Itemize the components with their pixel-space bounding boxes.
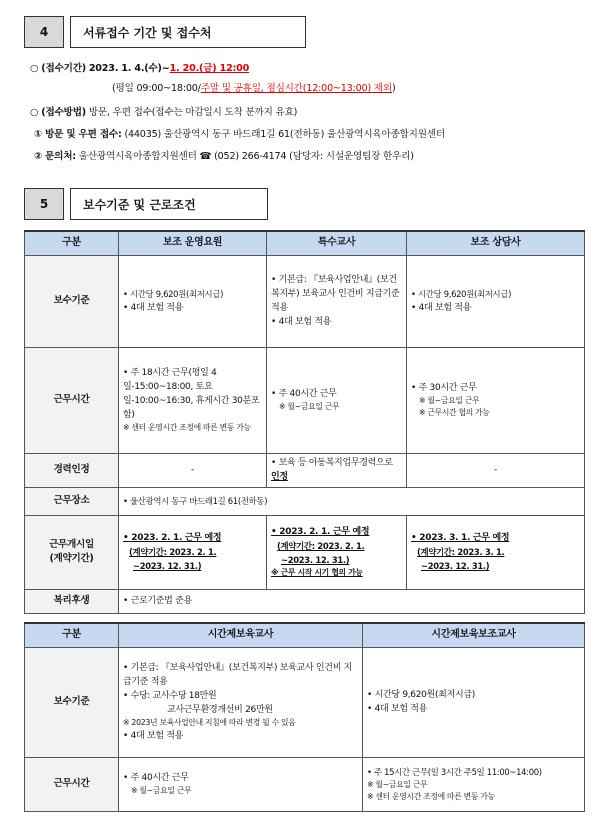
pay-item: • 4대 보험 적용 (123, 303, 184, 313)
row-label: 복리후생 (25, 589, 119, 613)
cell-start-counselor (407, 515, 585, 589)
period-note-red: 주말 및 공휴일, 점심시간(12:00~13:00) 제외 (200, 83, 392, 94)
hours-item: • 주 15시간 근무(일 3시간 주5일 11:00~14:00) (367, 767, 542, 777)
row-label-line: 근무개시일 (49, 539, 94, 550)
hours-note: ※ 센터 운영시간 조정에 따른 변동 가능 (123, 423, 251, 432)
period-value: 2023. 1. 4.(수)~ (88, 63, 170, 74)
cell-career-special (267, 453, 407, 487)
cell-start-special (267, 515, 407, 589)
pay-item: • 시간당 9,620원(최저시급) (123, 289, 224, 299)
method-line (30, 104, 297, 118)
start-note: ※ 근무 시작 시기 협의 가능 (271, 568, 363, 577)
row-label: 경력인정 (25, 453, 119, 487)
cell-pay-counselor (407, 255, 585, 347)
hours-item: • 주 18시간 근무(평일 4일-15:00~18:00, 토요일-10:00~16:30, 휴게시간 30분포함) (123, 368, 260, 420)
career-emphasis: 인정 (271, 472, 288, 482)
section-title: 서류접수 기간 및 접수처 (70, 16, 306, 48)
row-label: 보수기준 (25, 647, 119, 757)
header-category: 구분 (25, 231, 119, 255)
cell-hours-special (267, 347, 407, 453)
cell-hours-assistant (363, 757, 585, 811)
contact-line (34, 148, 414, 162)
hours-item: • 주 40시간 근무 (123, 773, 189, 783)
section-number: 5 (24, 188, 64, 220)
pay-item: • 수당: 교사수당 18만원 (123, 691, 217, 701)
table-row-pay (25, 647, 585, 757)
table-row-career (25, 453, 585, 487)
hours-note: ※ 월~금요일 근무 (419, 396, 480, 405)
hours-item: • 주 30시간 근무 (411, 383, 477, 393)
method-label: ○ (접수방법) (30, 107, 86, 118)
career-text: • 보육 등 아동복지업무경력으로 (271, 458, 393, 468)
pay-item: • 4대 보험 적용 (411, 303, 472, 313)
period-note-line (112, 80, 396, 94)
period-line (30, 60, 249, 74)
start-sub: (계약기간: 2023. 3. 1. (417, 547, 505, 557)
method-value: 방문, 우편 접수(접수는 마감일시 도착 분까지 유효) (88, 107, 298, 118)
pay-note: ※ 2023년 보육사업안내 지침에 따라 변경 될 수 있음 (123, 718, 296, 727)
row-label: 근무시간 (25, 347, 119, 453)
pay-item: • 기본급: 『보육사업안내』(보건복지부) 보육교사 인건비 지급기준 적용 (123, 663, 353, 687)
row-label: 근무장소 (25, 487, 119, 515)
hours-note: ※ 월~금요일 근무 (279, 402, 340, 411)
cell-career-assistant: - (119, 453, 267, 487)
cell-pay-assistant (119, 255, 267, 347)
cell-start-assistant (119, 515, 267, 589)
cell-pay-assistant (363, 647, 585, 757)
cell-hours-counselor (407, 347, 585, 453)
hours-note: ※ 월~금요일 근무 (131, 786, 192, 795)
row-label: 보수기준 (25, 255, 119, 347)
cell-career-counselor: - (407, 453, 585, 487)
section-5-header (24, 188, 268, 220)
cell-hours-assistant (119, 347, 267, 453)
start-sub: ~2023. 12. 31.) (421, 561, 490, 571)
period-note-suffix: ) (391, 83, 396, 94)
cell-place: • 울산광역시 동구 바드래1길 61(전하동) (119, 487, 585, 515)
contact-value: 울산광역시육아종합지원센터 ☎ (052) 266-4174 (담당자: 시설운영팀장 한우리) (78, 151, 414, 162)
period-note-prefix: (평일 09:00~18:00/ (112, 83, 201, 94)
hours-item: • 주 40시간 근무 (271, 389, 337, 399)
start-main: • 2023. 2. 1. 근무 예정 (271, 527, 370, 537)
row-label: 근무시간 (25, 757, 119, 811)
period-label: ○ (접수기간) (30, 63, 86, 74)
table-row-pay (25, 255, 585, 347)
conditions-table (24, 230, 585, 614)
table-row-welfare (25, 589, 585, 613)
row-label (25, 515, 119, 589)
pay-item: • 4대 보험 적용 (271, 317, 332, 327)
start-main: • 2023. 2. 1. 근무 예정 (123, 533, 222, 543)
address-label: ① 방문 및 우편 접수: (34, 129, 122, 140)
hours-note: ※ 월~금요일 근무 (367, 780, 428, 789)
table-row-hours (25, 757, 585, 811)
section-number: 4 (24, 16, 64, 48)
section-4-header (24, 16, 306, 48)
pay-item: • 4대 보험 적용 (123, 731, 184, 741)
table-row-hours (25, 347, 585, 453)
start-sub: ~2023. 12. 31.) (281, 555, 350, 565)
header-special-teacher: 특수교사 (267, 231, 407, 255)
table-row-start (25, 515, 585, 589)
hours-note: ※ 센터 운영시간 조정에 따른 변동 가능 (367, 792, 495, 801)
section-title: 보수기준 및 근로조건 (70, 188, 268, 220)
cell-pay-teacher (119, 647, 363, 757)
header-category: 구분 (25, 623, 119, 647)
period-deadline: 1. 20.(금) 12:00 (169, 63, 250, 74)
table-header-row (25, 623, 585, 647)
row-label-line: (계약기간) (49, 553, 94, 564)
pay-item: • 시간당 9,620원(최저시급) (411, 289, 512, 299)
pay-item: • 기본급: 『보육사업안내』(보건복지부) 보육교사 인건비 지급기준 적용 (271, 275, 400, 313)
start-main: • 2023. 3. 1. 근무 예정 (411, 533, 510, 543)
cell-welfare: • 근로기준법 준용 (119, 589, 585, 613)
pay-item: • 시간당 9,620원(최저시급) (367, 690, 475, 700)
start-sub: (계약기간: 2023. 2. 1. (277, 541, 365, 551)
header-part-time-assistant: 시간제보육보조교사 (363, 623, 585, 647)
header-assistant: 보조 운영요원 (119, 231, 267, 255)
cell-hours-teacher (119, 757, 363, 811)
header-part-time-teacher: 시간제보육교사 (119, 623, 363, 647)
start-sub: ~2023. 12. 31.) (133, 561, 202, 571)
pay-item: • 4대 보험 적용 (367, 704, 428, 714)
address-value: (44035) 울산광역시 동구 바드래1길 61(전하동) 울산광역시육아종합지원센터 (124, 129, 445, 140)
pay-item: 교사근무환경개선비 26만원 (167, 705, 273, 715)
start-sub: (계약기간: 2023. 2. 1. (129, 547, 217, 557)
table-header-row (25, 231, 585, 255)
table-row-place (25, 487, 585, 515)
contact-label: ② 문의처: (34, 151, 76, 162)
address-line (34, 126, 445, 140)
cell-pay-special (267, 255, 407, 347)
header-counselor: 보조 상담사 (407, 231, 585, 255)
part-time-table (24, 622, 585, 812)
hours-note: ※ 근무시간 협의 가능 (419, 408, 490, 417)
